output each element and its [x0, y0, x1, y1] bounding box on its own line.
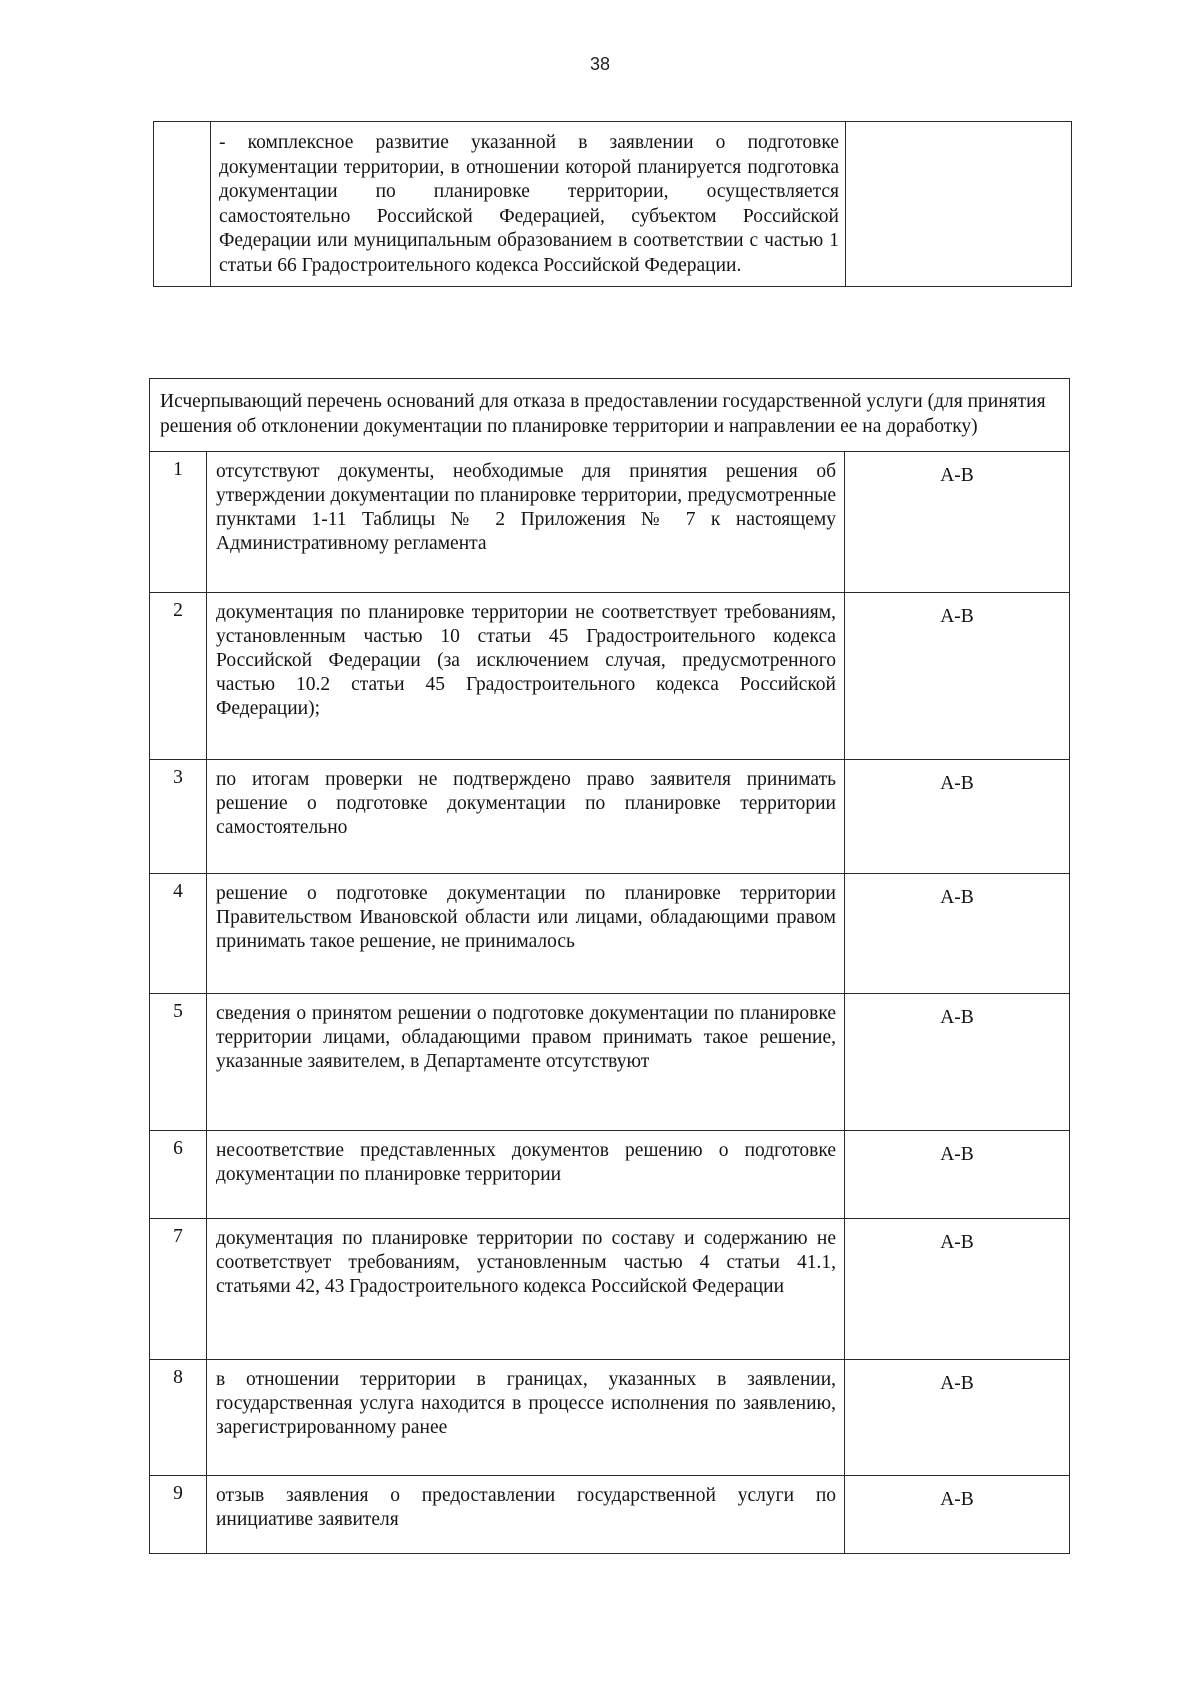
- row-text: сведения о принятом решении о подготовке документации по планировке территории лицами, обладающими правом принимать такое решение, указанные заявителем, в Департаменте отсутствуют: [207, 994, 845, 1131]
- row-number: 1: [150, 452, 207, 593]
- row-text: отсутствуют документы, необходимые для принятия решения об утверждении документации по планировке территории, предусмотренные пунктами 1-11 Таблицы № 2 Приложения № 7 к настоящему Административному регламента: [207, 452, 845, 593]
- row-text: документация по планировке территории не соответствует требованиям, установленным частью 10 статьи 45 Градостроительного кодекса Российской Федерации (за исключением случая, предусмотренного частью 10.2 статьи 45 Градостроительного кодекса Российской Федерации);: [207, 593, 845, 760]
- number-cell: [154, 122, 211, 287]
- table-row: [150, 994, 1070, 1131]
- row-number: 4: [150, 874, 207, 994]
- table-header: Исчерпывающий перечень оснований для отказа в предоставлении государственной услуги (для принятия решения об отклонении документации по планировке территории и направлении ее на доработку): [150, 379, 1070, 452]
- row-text: несоответствие представленных документов решению о подготовке документации по планировке территории: [207, 1131, 845, 1219]
- refusal-grounds-table: [149, 378, 1070, 1554]
- table-row: [150, 874, 1070, 994]
- code-cell: [846, 122, 1072, 287]
- row-code: А-В: [845, 452, 1070, 593]
- row-code: А-В: [845, 760, 1070, 874]
- row-code: А-В: [845, 994, 1070, 1131]
- row-number: 8: [150, 1360, 207, 1476]
- table-row: [150, 593, 1070, 760]
- row-number: 5: [150, 994, 207, 1131]
- table-row: [154, 122, 1072, 287]
- table-row: [150, 1476, 1070, 1554]
- continuation-table: [153, 121, 1072, 287]
- row-number: 7: [150, 1219, 207, 1360]
- row-code: А-В: [845, 593, 1070, 760]
- row-code: А-В: [845, 1360, 1070, 1476]
- table-row: [150, 1360, 1070, 1476]
- row-number: 6: [150, 1131, 207, 1219]
- table-row: [150, 1219, 1070, 1360]
- row-text: документация по планировке территории по составу и содержанию не соответствует требованиям, установленным частью 4 статьи 41.1, статьями 42, 43 Градостроительного кодекса Российской Федерации: [207, 1219, 845, 1360]
- table-row: [150, 452, 1070, 593]
- page-number: 38: [589, 54, 611, 74]
- table-header-row: [150, 379, 1070, 452]
- row-text: по итогам проверки не подтверждено право заявителя принимать решение о подготовке документации по планировке территории самостоятельно: [207, 760, 845, 874]
- row-code: А-В: [845, 1476, 1070, 1554]
- table-row: [150, 760, 1070, 874]
- row-text: решение о подготовке документации по планировке территории Правительством Ивановской области или лицами, обладающими правом принимать такое решение, не принималось: [207, 874, 845, 994]
- row-text: отзыв заявления о предоставлении государственной услуги по инициативе заявителя: [207, 1476, 845, 1554]
- text-cell: - комплексное развитие указанной в заявлении о подготовке документации территории, в отношении которой планируется подготовка документации по планировке территории, осуществляется самостоятельно Российской Федерацией, субъектом Российской Федерации или муниципальным образованием в соответствии с частью 1 статьи 66 Градостроительного кодекса Российской Федерации.: [211, 122, 846, 287]
- row-text: в отношении территории в границах, указанных в заявлении, государственная услуга находится в процессе исполнения по заявлению, зарегистрированному ранее: [207, 1360, 845, 1476]
- row-number: 9: [150, 1476, 207, 1554]
- row-number: 2: [150, 593, 207, 760]
- row-number: 3: [150, 760, 207, 874]
- row-code: А-В: [845, 874, 1070, 994]
- row-code: А-В: [845, 1219, 1070, 1360]
- table-row: [150, 1131, 1070, 1219]
- row-code: А-В: [845, 1131, 1070, 1219]
